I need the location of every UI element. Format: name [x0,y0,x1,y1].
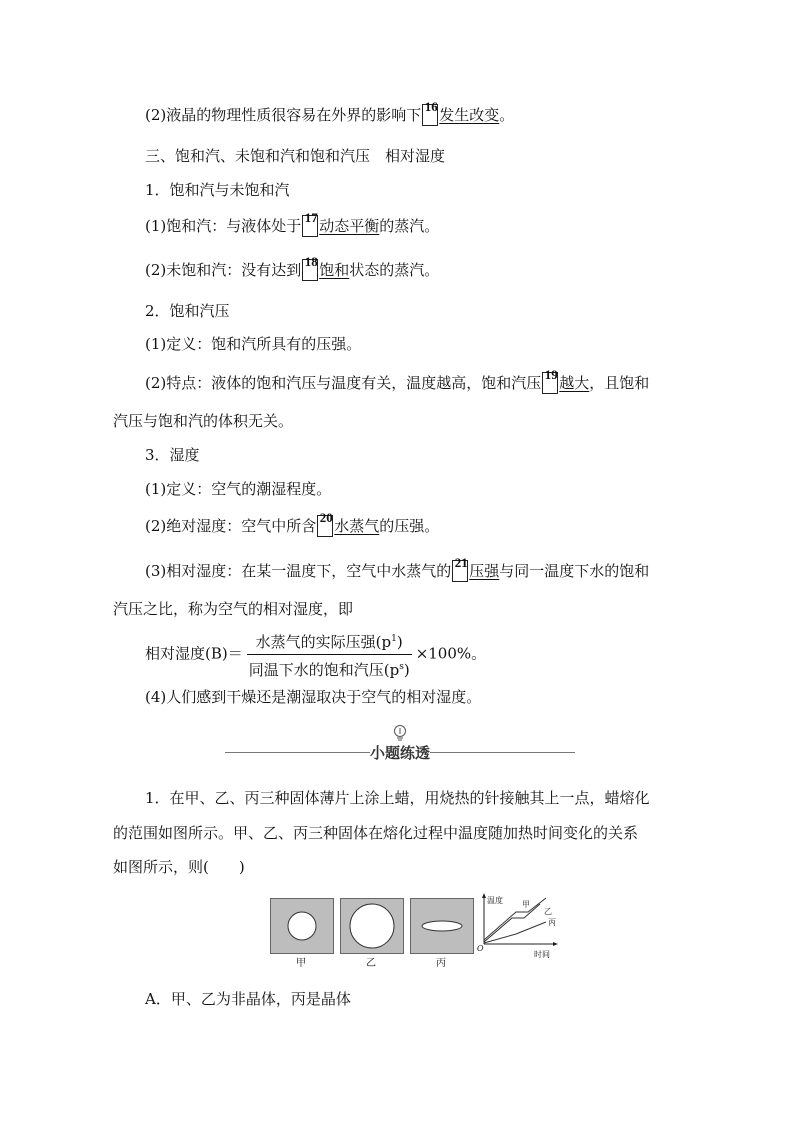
line-19: (2)特点：液体的饱和汽压与温度有关，温度越高，饱和汽压 19 越大，且饱和 [145,367,650,392]
question-figure [270,890,560,969]
line-20: (2)绝对湿度：空气中所含 20 水蒸气的压强。 [145,510,440,535]
definition-humidity: (1)定义：空气的潮湿程度。 [145,480,332,498]
subheading-1: 1．饱和汽与未饱和汽 [145,181,290,199]
answer-number-box: 18 [302,259,318,281]
line-21: (3)相对湿度：在某一温度下，空气中水蒸气的 21 压强与同一温度下水的饱和 [145,555,650,580]
answer-number-box: 19 [542,372,558,394]
definition-pressure: (1)定义：饱和汽所具有的压强。 [145,335,362,353]
question-1-line-2: 的范围如图所示。甲、乙、丙三种固体在熔化过程中温度随加热时间变化的关系 [113,824,639,842]
answer-number-box: 16 [422,104,438,126]
graph-x-label: 时间 [534,950,550,959]
label-yi: 乙 [366,958,376,969]
answer-number-box: 17 [302,215,318,237]
temperature-time-graph [476,890,560,965]
option-a[interactable]: A．甲、乙为非晶体，丙是晶体 [145,990,351,1008]
line-18: (2)未饱和汽：没有达到 18 饱和状态的蒸汽。 [145,254,440,279]
label-jia: 甲 [296,958,306,969]
answer-number-box: 20 [317,515,333,537]
line-21-continued: 汽压之比，称为空气的相对湿度，即 [113,600,354,618]
solid-bing-panel [410,898,474,954]
graph-y-label: 温度 [487,896,503,905]
answer-number-box: 21 [452,560,468,582]
question-1-line-3: 如图所示，则( ) [113,858,245,876]
subheading-2: 2．饱和汽压 [145,302,230,320]
question-1-line-1: 1．在甲、乙、丙三种固体薄片上涂上蜡，用烧热的针接触其上一点，蜡熔化 [145,789,650,807]
subheading-3: 3．湿度 [145,446,200,464]
line-19-continued: 汽压与饱和汽的体积无关。 [113,412,294,430]
solid-jia-panel [270,898,334,954]
line-16: (2)液晶的物理性质很容易在外界的影响下 16 发生改变。 [145,99,515,124]
practice-banner [225,724,575,764]
curve-label-jia: 甲 [522,900,530,909]
banner-title: 小题练透 [369,744,430,762]
graph-origin-label: O [477,944,484,953]
curve-label-bing: 丙 [548,918,556,927]
label-bing: 丙 [436,958,446,969]
line-17: (1)饱和汽：与液体处于 17 动态平衡的蒸汽。 [145,210,440,235]
solid-yi-panel [340,898,404,954]
section-heading: 三、饱和汽、未饱和汽和饱和汽压 相对湿度 [145,147,446,165]
lightbulb-icon [392,724,408,742]
curve-label-yi: 乙 [544,907,552,916]
conclusion-line: (4)人们感到干燥还是潮湿取决于空气的相对湿度。 [145,688,482,706]
relative-humidity-formula: 相对湿度(B)＝ $\frac{水蒸气的实际压强(p^1)}{同温下水的饱和汽压(p^s)}$ ×100%。 [145,628,486,681]
